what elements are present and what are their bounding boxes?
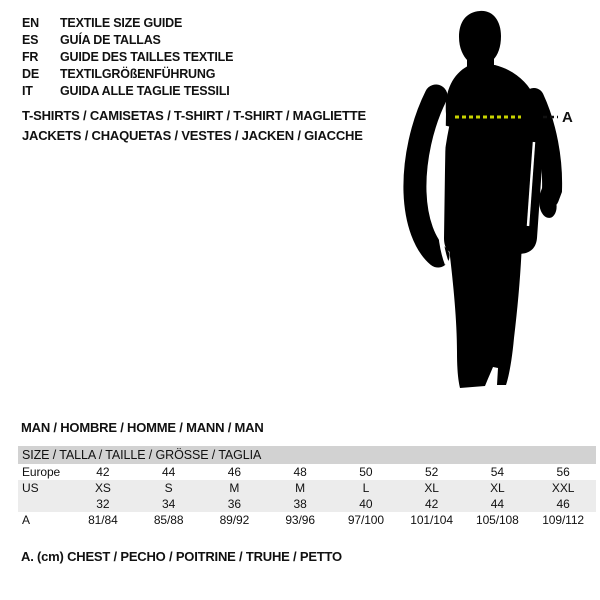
cell: 85/88 bbox=[153, 513, 184, 527]
cell: 46 bbox=[227, 465, 241, 479]
cell: S bbox=[164, 481, 173, 495]
cell: XL bbox=[490, 481, 505, 495]
cell: 32 bbox=[96, 497, 110, 511]
cell: 44 bbox=[162, 465, 176, 479]
cell: XXL bbox=[551, 481, 575, 495]
category-list bbox=[22, 106, 366, 145]
lang-label: TEXTILE SIZE GUIDE bbox=[60, 16, 183, 30]
row-label: A bbox=[22, 513, 30, 527]
cell: 42 bbox=[96, 465, 110, 479]
measure-footnote: A. (cm) CHEST / PECHO / POITRINE / TRUHE / PETTO bbox=[21, 549, 342, 564]
category-line-jackets: JACKETS / CHAQUETAS / VESTES / JACKEN / GIACCHE bbox=[22, 127, 363, 143]
cell: 46 bbox=[556, 497, 570, 511]
cell: 38 bbox=[293, 497, 307, 511]
cell: XL bbox=[424, 481, 439, 495]
cell: 105/108 bbox=[476, 513, 519, 527]
cell: 56 bbox=[556, 465, 570, 479]
lang-row-es bbox=[22, 32, 233, 49]
cell: 89/92 bbox=[219, 513, 250, 527]
lang-label: GUIDE DES TAILLES TEXTILE bbox=[60, 50, 234, 64]
cell: 40 bbox=[359, 497, 373, 511]
left-arm-shape bbox=[415, 96, 438, 256]
cell: 101/104 bbox=[410, 513, 453, 527]
table-row-chest-a bbox=[18, 512, 596, 528]
language-list bbox=[22, 15, 233, 100]
cell: M bbox=[295, 481, 306, 495]
cell: 97/100 bbox=[347, 513, 384, 527]
cell: 44 bbox=[490, 497, 504, 511]
lang-label: GUÍA DE TALLAS bbox=[60, 33, 161, 47]
measure-label-a: A bbox=[562, 109, 573, 126]
man-silhouette-figure bbox=[400, 0, 600, 400]
table-row-unlabeled bbox=[18, 496, 596, 512]
man-silhouette bbox=[415, 11, 558, 388]
cell: 48 bbox=[293, 465, 307, 479]
table-row-us bbox=[18, 480, 596, 496]
lang-label: GUIDA ALLE TAGLIE TESSILI bbox=[60, 84, 230, 98]
row-label bbox=[18, 496, 70, 512]
lang-row-de bbox=[22, 66, 233, 83]
cell: M bbox=[229, 481, 240, 495]
cell: 36 bbox=[227, 497, 241, 511]
lang-code: ES bbox=[22, 33, 39, 47]
lang-row-fr bbox=[22, 49, 233, 66]
category-line-tshirts: T-SHIRTS / CAMISETAS / T-SHIRT / T-SHIRT / MAGLIETTE bbox=[22, 108, 366, 123]
lang-code: FR bbox=[22, 50, 39, 64]
lang-code: EN bbox=[22, 16, 39, 30]
legs-shape bbox=[448, 240, 522, 388]
row-label: US bbox=[22, 481, 39, 495]
lang-code: DE bbox=[22, 67, 39, 81]
table-row-europe bbox=[18, 464, 596, 480]
cell: L bbox=[362, 481, 370, 495]
lang-code: IT bbox=[22, 84, 33, 98]
cell: 81/84 bbox=[88, 513, 118, 527]
cell: 42 bbox=[425, 497, 439, 511]
cell: XS bbox=[94, 481, 111, 495]
lang-row-en bbox=[22, 15, 233, 32]
cell: 52 bbox=[425, 465, 439, 479]
cell: 54 bbox=[490, 465, 504, 479]
cell: 34 bbox=[162, 497, 176, 511]
row-label: Europe bbox=[22, 465, 61, 479]
cell: 109/112 bbox=[542, 513, 585, 527]
lang-row-it bbox=[22, 83, 233, 100]
cell: 50 bbox=[359, 465, 373, 479]
cell: 93/96 bbox=[285, 513, 315, 527]
size-table bbox=[18, 446, 596, 528]
table-header: SIZE / TALLA / TAILLE / GRÖSSE / TAGLIA bbox=[18, 446, 596, 464]
section-title-man: MAN / HOMBRE / HOMME / MANN / MAN bbox=[21, 420, 264, 435]
lang-label: TEXTILGRÖßENFÜHRUNG bbox=[60, 67, 216, 81]
